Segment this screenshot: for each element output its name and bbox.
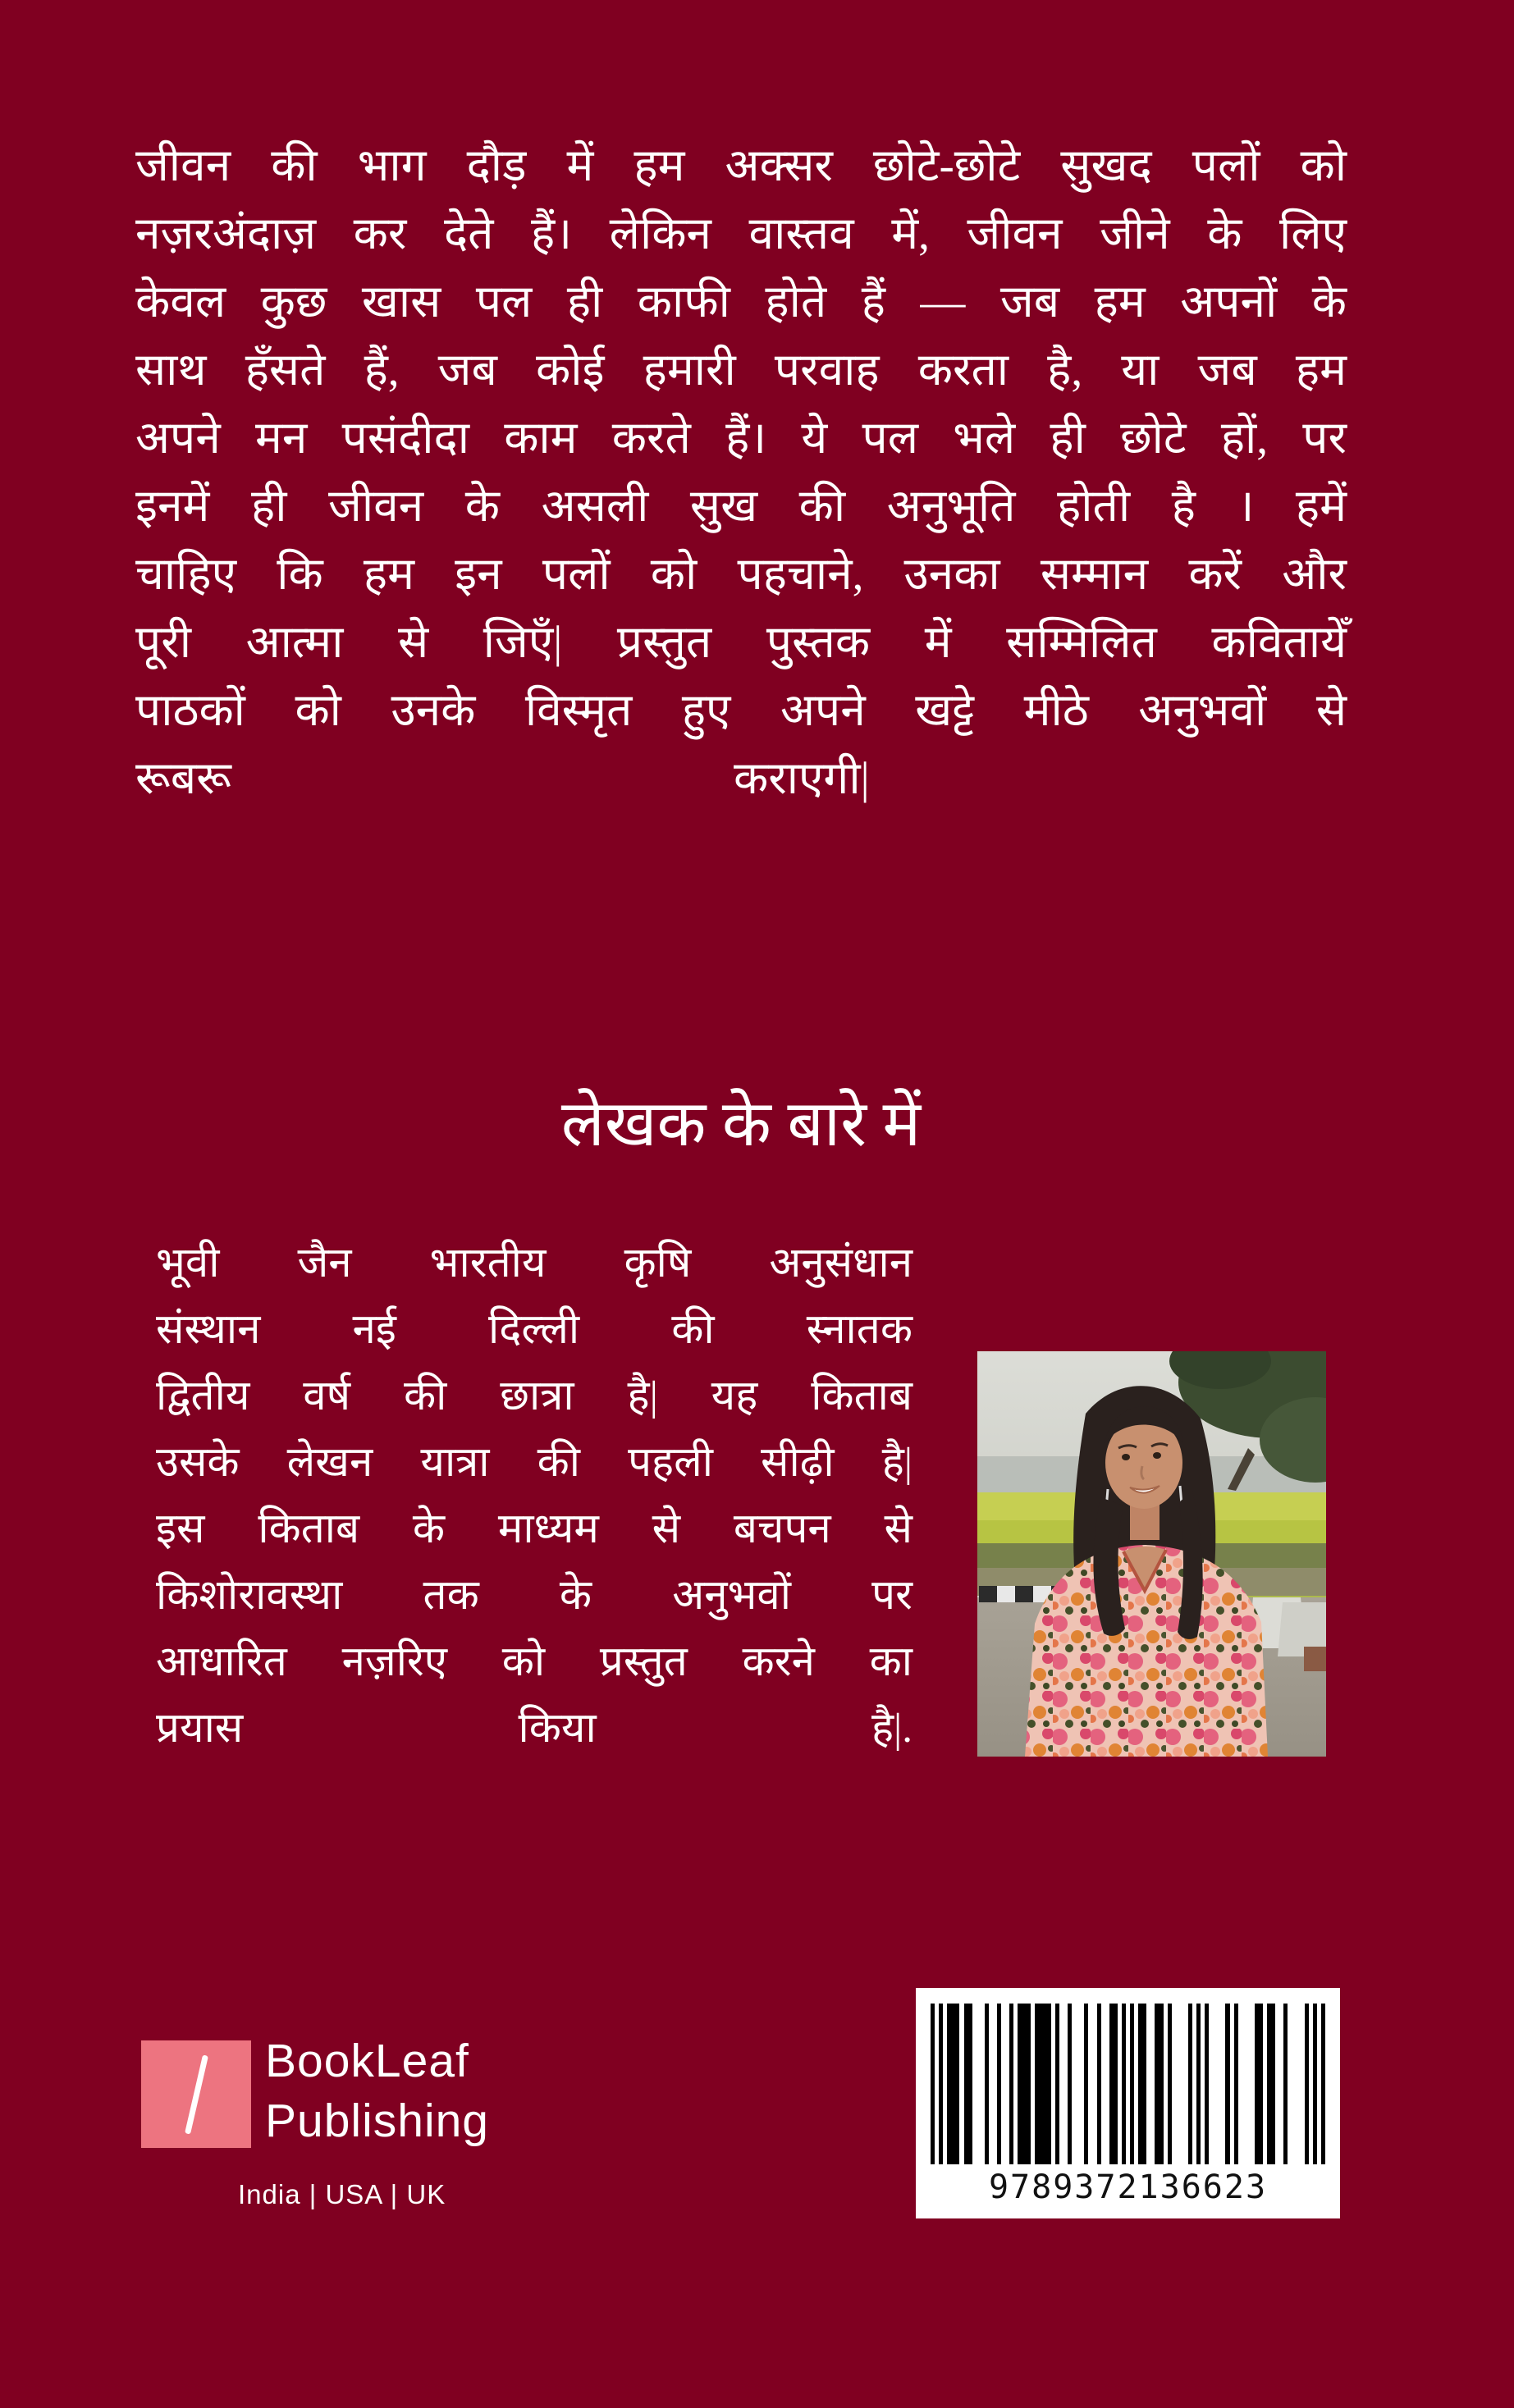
blurb-line: जीवन की भाग दौड़ में हम अक्सर छोटे-छोटे सुखद पलों को — [135, 140, 1347, 190]
about-author-line: इस किताब के माध्यम से बचपन से — [156, 1506, 913, 1552]
blurb-line: पूरी आत्मा से जिएँ| प्रस्तुत पुस्तक में सम्मिलित कवितायेँ — [135, 617, 1347, 667]
about-author-line: किशोरावस्था तक के अनुभवों पर — [156, 1573, 913, 1619]
about-author-line: भूवी जैन भारतीय कृषि अनुसंधान — [156, 1241, 913, 1286]
about-author-heading: लेखक के बारे में — [560, 1088, 922, 1159]
publisher-regions: India | USA | UK — [238, 2179, 446, 2209]
about-author-paragraph — [156, 1231, 913, 1762]
isbn-number: 9789372136623 — [988, 2168, 1268, 2206]
author-photo — [977, 1351, 1326, 1757]
blurb-last-left-word: रूबरू — [135, 753, 231, 803]
blurb-line: साथ हँसते हैं, जब कोई हमारी परवाह करता है, या जब हम — [135, 345, 1347, 395]
about-author-line: आधारित नज़रिए को प्रस्तुत करने का — [156, 1639, 913, 1685]
blurb-paragraph — [135, 131, 1347, 812]
blurb-line: इनमें ही जीवन के असली सुख की अनुभूति होती है । हमें — [135, 481, 1347, 531]
about-author-line: संस्थान नई दिल्ली की स्नातक — [156, 1307, 913, 1353]
publisher-name-line1: BookLeaf — [265, 2035, 469, 2087]
publisher-logo-mark — [141, 2040, 251, 2148]
blurb-line: नज़रअंदाज़ कर देते हैं। लेकिन वास्तव में, जीवन जीने के लिए — [135, 208, 1347, 258]
about-author-line: द्वितीय वर्ष की छात्रा है| यह किताब — [156, 1373, 913, 1419]
blurb-line: अपने मन पसंदीदा काम करते हैं। ये पल भले ही छोटे हों, पर — [135, 413, 1347, 463]
publisher-name-line2: Publishing — [265, 2095, 490, 2147]
about-author-line: उसके लेखन यात्रा की पहली सीढ़ी है| — [156, 1440, 913, 1486]
slash-icon — [185, 2054, 208, 2134]
isbn-barcode — [916, 1988, 1340, 2218]
author-photo-illustration — [977, 1351, 1326, 1757]
blurb-line: चाहिए कि हम इन पलों को पहचाने, उनका सम्मान करें और — [135, 549, 1347, 599]
about-author-line: प्रयास किया है|. — [156, 1706, 913, 1752]
publisher-name — [265, 2031, 489, 2151]
blurb-last-mid-word: कराएगी| — [733, 753, 870, 803]
blurb-line: केवल कुछ खास पल ही काफी होते हैं — जब हम अपनों के — [135, 276, 1347, 327]
barcode-bars — [931, 2004, 1325, 2164]
blurb-line: पाठकों को उनके विस्मृत हुए अपने खट्टे मीठे अनुभवों से — [135, 685, 1347, 735]
blurb-last-line — [135, 744, 1347, 812]
